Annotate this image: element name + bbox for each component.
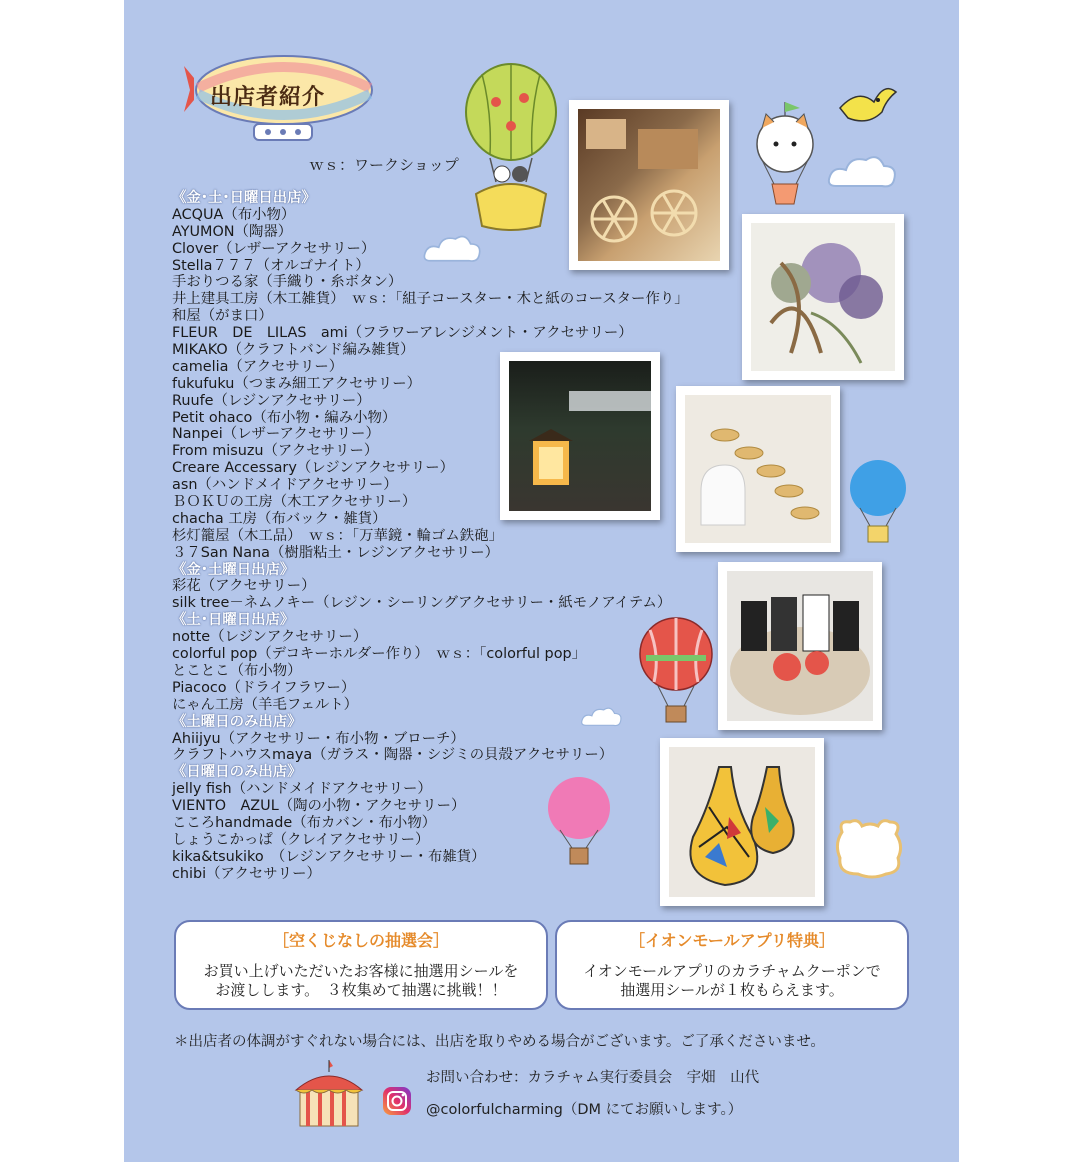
instagram-handle[interactable]: @colorfulcharming（DM にてお願いします。） xyxy=(426,1102,743,1118)
exhibitor-item: asn（ハンドメイドアクセサリー） xyxy=(172,477,398,494)
exhibitor-item: chibi（アクセサリー） xyxy=(172,865,321,882)
exhibitor-item: にゃん工房（羊毛フェルト） xyxy=(172,696,359,713)
aeon-line2: 抽選用シールが１枚もらえます。 xyxy=(620,981,844,999)
exhibitor-item: Ruufe（レジンアクセサリー） xyxy=(172,392,371,409)
exhibitor-item: しょうこかっぱ（クレイアクセサリー） xyxy=(172,831,430,848)
exhibitor-item: ＢＯＫＵの工房（木工アクセサリー） xyxy=(172,494,417,511)
exhibitor-item: Ahiijyu（アクセサリー・布小物・ブローチ） xyxy=(172,730,465,747)
section-heading: 《日曜日のみ出店》 xyxy=(172,764,302,781)
exhibitor-item: FLEUR DE LILAS ami（フラワーアレンジメント・アクセサリー） xyxy=(172,325,633,342)
exhibitor-item: 杉灯籠屋（木工品） ｗｓ：「万華鏡・輪ゴム鉄砲」 xyxy=(172,527,503,544)
lottery-body xyxy=(190,962,532,1000)
contact-info: お問い合わせ：カラチャム実行委員会 宇畑 山代 xyxy=(426,1070,760,1086)
exhibitor-list xyxy=(172,190,732,883)
exhibitor-item: Stella７７７（オルゴナイト） xyxy=(172,257,370,274)
exhibitor-item: ACQUA（布小物） xyxy=(172,206,296,223)
aeon-title: ［イオンモールアプリ特典］ xyxy=(629,931,835,950)
photo-bags xyxy=(718,562,882,730)
lottery-title: ［空くじなしの抽選会］ xyxy=(272,931,449,950)
exhibitor-item: 彩花（アクセサリー） xyxy=(172,578,316,595)
exhibitor-item: camelia（アクセサリー） xyxy=(172,358,344,375)
exhibitor-item: Creare Accessary（レジンアクセサリー） xyxy=(172,460,455,477)
aeon-body xyxy=(571,962,893,1000)
exhibitor-item: jelly fish（ハンドメイドアクセサリー） xyxy=(172,781,432,798)
workshop-note: ｗｓ：ワークショップ xyxy=(309,156,459,174)
exhibitor-item: notte（レジンアクセサリー） xyxy=(172,629,368,646)
exhibitor-item: kika&tsukiko （レジンアクセサリー・布雑貨） xyxy=(172,848,486,865)
exhibitor-item: colorful pop（デコキーホルダー作り） ｗｓ：「colorful pop」 xyxy=(172,646,587,663)
hot-air-balloon-icon xyxy=(848,460,908,546)
exhibitor-item: 手おりつる家（手織り・糸ボタン） xyxy=(172,274,403,291)
circus-tent-icon xyxy=(292,1058,366,1130)
cloud-icon xyxy=(826,152,900,192)
exhibitor-item: From misuzu（アクセサリー） xyxy=(172,443,379,460)
exhibitor-item: 井上建具工房（木工雑貨） ｗｓ：「組子コースター・木と紙のコースター作り」 xyxy=(172,291,689,308)
lottery-line2: お渡しします。 ３枚集めて抽選に挑戦！！ xyxy=(215,981,507,999)
photo-flowers xyxy=(742,214,904,380)
instagram-icon[interactable] xyxy=(382,1086,412,1116)
lottery-box xyxy=(174,920,548,1010)
exhibitor-item: Petit ohaco（布小物・編み小物） xyxy=(172,409,397,426)
exhibitor-item: Piacoco（ドライフラワー） xyxy=(172,679,356,696)
section-heading: 《土･日曜日出店》 xyxy=(172,612,295,629)
bird-icon xyxy=(834,78,900,134)
exhibitor-item: MIKAKO（クラフトバンド編み雑貨） xyxy=(172,342,415,359)
page-title: 出店者紹介 xyxy=(210,85,326,110)
exhibitor-item: AYUMON（陶器） xyxy=(172,223,293,240)
section-heading: 《金･土曜日出店》 xyxy=(172,561,295,578)
section-heading: 《土曜日のみ出店》 xyxy=(172,713,302,730)
aeon-line1: イオンモールアプリのカラチャムクーポンで xyxy=(583,962,881,980)
section-heading: 《金･土･日曜日出店》 xyxy=(172,190,316,206)
exhibitor-item: 和屋（がま口） xyxy=(172,308,273,325)
lottery-line1: お買い上げいただいたお客様に抽選用シールを xyxy=(203,962,519,980)
cancellation-note: ＊出店者の体調がすぐれない場合には、出店を取りやめる場合がございます。ご了承くださいませ。 xyxy=(174,1034,825,1050)
exhibitor-item: クラフトハウスmaya（ガラス・陶器・シジミの貝殻アクセサリー） xyxy=(172,747,614,764)
exhibitor-item: こころhandmade（布カバン・布小物） xyxy=(172,814,437,831)
exhibitor-item: chacha 工房（布バック・雑貨） xyxy=(172,510,387,527)
poster xyxy=(124,0,959,1162)
aeon-app-box xyxy=(555,920,909,1010)
exhibitor-item: Clover（レザーアクセサリー） xyxy=(172,240,376,257)
exhibitor-item: VIENTO AZUL（陶の小物・アクセサリー） xyxy=(172,798,466,815)
exhibitor-item: ３７San Nana（樹脂粘土・レジンアクセサリー） xyxy=(172,544,500,561)
exhibitor-item: とことこ（布小物） xyxy=(172,662,302,679)
exhibitor-item: fukufuku（つまみ細工アクセサリー） xyxy=(172,375,422,392)
exhibitor-item: silk tree－ネムノキー（レジン・シーリングアクセサリー・紙モノアイテム） xyxy=(172,595,672,612)
exhibitor-item: Nanpei（レザーアクセサリー） xyxy=(172,426,380,443)
hot-air-balloon-icon xyxy=(748,100,822,210)
cloud-icon xyxy=(832,818,906,880)
